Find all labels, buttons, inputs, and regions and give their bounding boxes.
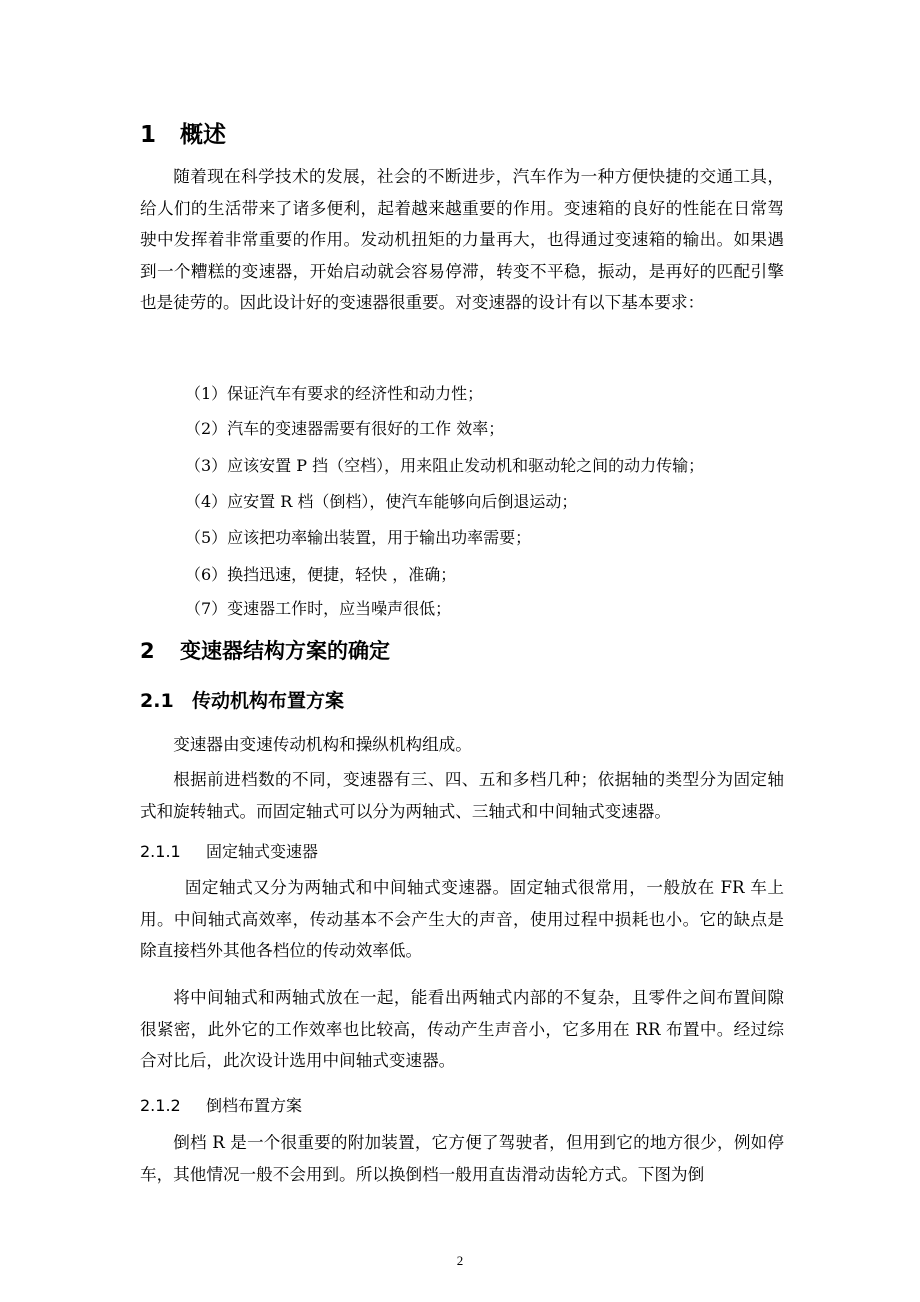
section-number: 2 (140, 639, 155, 663)
requirement-item: （3）应该安置 P 挡（空档），用来阻止发动机和驱动轮之间的动力传输； (185, 456, 705, 475)
section-2-heading (140, 636, 390, 666)
section-2-1-1-heading (140, 841, 318, 863)
requirement-item: （5）应该把功率输出装置，用于输出功率需要； (185, 528, 532, 547)
section-title: 固定轴式变速器 (206, 842, 319, 861)
body-paragraph: 变速器由变速传动机构和操纵机构组成。 (173, 735, 472, 754)
requirement-item: （2）汽车的变速器需要有很好的工作 效率； (185, 419, 505, 438)
section-number: 2.1.2 (140, 1096, 181, 1115)
section-number: 1 (140, 122, 157, 148)
section-2-1-2-heading (140, 1095, 302, 1117)
section-number: 2.1.1 (140, 842, 181, 861)
body-paragraph: 将中间轴式和两轴式放在一起，能看出两轴式内部的不复杂，且零件之间布置间隙很紧密，此外它的工作效率也比较高，传动产生声音小，它多用在 RR 布置中。经过综合对比后，此次设计选用中间轴式变速器。 (140, 988, 784, 1071)
requirement-item: （1）保证汽车有要求的经济性和动力性； (185, 384, 484, 403)
section-title: 传动机构布置方案 (192, 690, 345, 712)
section-title: 倒档布置方案 (206, 1096, 303, 1115)
section-1-heading (140, 120, 226, 150)
section-2-1-heading (140, 688, 344, 714)
section-title: 概述 (180, 122, 226, 148)
section-number: 2.1 (140, 690, 174, 712)
page-number: 2 (456, 1253, 464, 1268)
requirement-item: （4）应安置 R 档（倒档），使汽车能够向后倒退运动； (185, 492, 578, 511)
body-paragraph: 根据前进档数的不同，变速器有三、四、五和多档几种；依据轴的类型分为固定轴式和旋转轴式。而固定轴式可以分为两轴式、三轴式和中间轴式变速器。 (140, 770, 784, 821)
section-title: 变速器结构方案的确定 (180, 639, 390, 663)
body-paragraph: 固定轴式又分为两轴式和中间轴式变速器。固定轴式很常用，一般放在 FR 车上用。中间轴式高效率，传动基本不会产生大的声音，使用过程中损耗也小。它的缺点是除直接档外其他各档位的传动效率低。 (140, 878, 784, 961)
requirement-item: （7）变速器工作时，应当噪声很低； (185, 599, 452, 618)
requirement-item: （6）换挡迅速，便捷，轻快 ，准确； (185, 565, 457, 584)
body-paragraph: 倒档 R 是一个很重要的附加装置，它方便了驾驶者，但用到它的地方很少，例如停车，其他情况一般不会用到。所以换倒档一般用直齿滑动齿轮方式。下图为倒 (140, 1133, 784, 1184)
intro-paragraph: 随着现在科学技术的发展，社会的不断进步，汽车作为一种方便快捷的交通工具，给人们的生活带来了诸多便利，起着越来越重要的作用。变速箱的良好的性能在日常驾驶中发挥着非常重要的作用。发动机扭矩的力量再大，也得通过变速箱的输出。如果遇到一个糟糕的变速器，开始启动就会容易停滞，转变不平稳，振动，是再好的匹配引擎也是徒劳的。因此设计好的变速器很重要。对变速器的设计有以下基本要求： (140, 167, 784, 313)
